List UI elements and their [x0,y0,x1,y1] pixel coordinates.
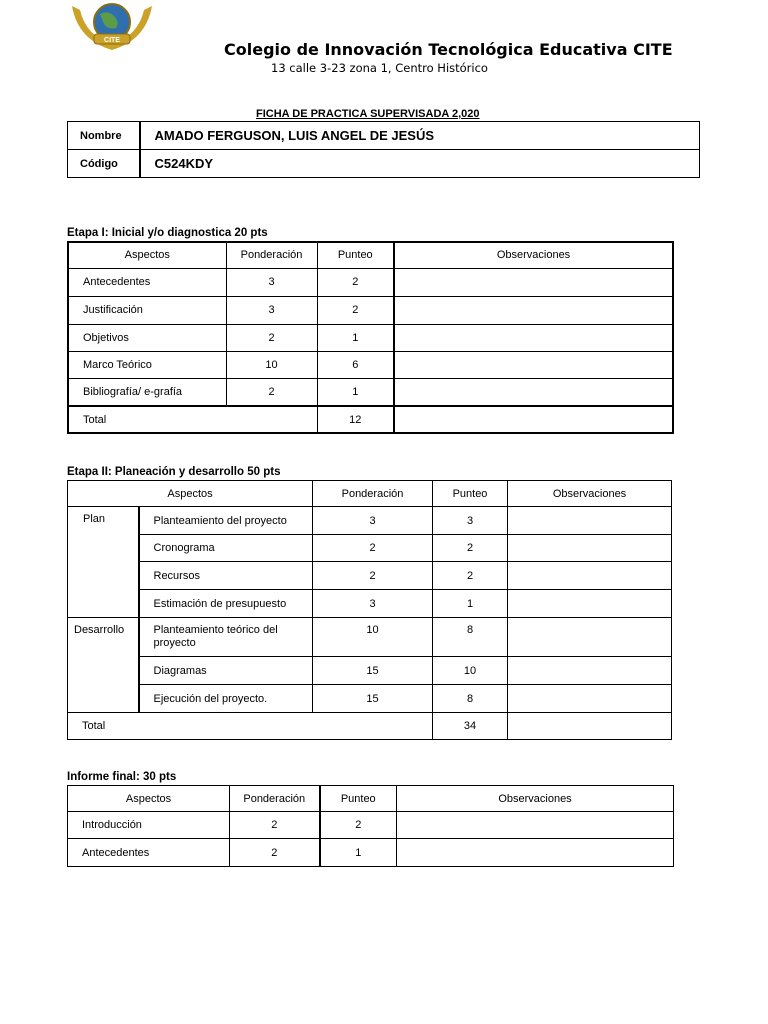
observations-cell [508,685,672,713]
table-row [68,812,674,839]
weight-cell: 3 [313,590,433,618]
table-row [68,685,672,713]
weight-cell: 10 [313,618,433,657]
aspect-cell: Objetivos [68,324,226,351]
weight-cell: 2 [230,839,320,867]
aspect-cell: Antecedentes [68,839,230,867]
total-score: 34 [433,713,508,740]
aspect-cell: Introducción [68,812,230,839]
final-report-table [67,785,674,867]
stage1-table [67,241,674,434]
score-cell: 6 [317,351,394,378]
score-cell: 1 [433,590,508,618]
observations-cell [508,657,672,685]
weight-cell: 2 [226,378,317,406]
score-cell: 10 [433,657,508,685]
table-row [68,351,673,378]
observations-cell [508,618,672,657]
header-observations: Observaciones [508,481,672,507]
total-row [68,406,673,433]
table-header-row [68,481,672,507]
table-row [68,590,672,618]
score-cell: 1 [320,839,397,867]
table-row [68,296,673,324]
code-value: C524KDY [140,150,700,178]
observations-cell [394,406,673,433]
table-row [68,324,673,351]
table-row [68,268,673,296]
score-cell: 2 [317,268,394,296]
header-weight: Ponderación [226,242,317,268]
table-row [68,535,672,562]
observations-cell [397,812,674,839]
aspect-cell: Diagramas [139,657,313,685]
final-report-title: Informe final: 30 pts [67,771,177,783]
table-row [68,839,674,867]
weight-cell: 10 [226,351,317,378]
table-row [68,507,672,535]
score-cell: 2 [317,296,394,324]
table-header-row [68,786,674,812]
header-observations: Observaciones [397,786,674,812]
score-cell: 2 [320,812,397,839]
total-row [68,713,672,740]
header-score: Punteo [317,242,394,268]
header-weight: Ponderación [230,786,320,812]
weight-cell: 15 [313,657,433,685]
observations-cell [397,839,674,867]
observations-cell [394,268,673,296]
aspect-cell: Justificación [68,296,226,324]
weight-cell: 2 [313,562,433,590]
school-logo [68,0,156,52]
observations-cell [508,590,672,618]
weight-cell: 2 [313,535,433,562]
observations-cell [508,713,672,740]
score-cell: 1 [317,378,394,406]
aspect-cell: Ejecución del proyecto. [139,685,313,713]
school-name: Colegio de Innovación Tecnológica Educativa CITE [224,40,673,59]
total-label: Total [68,713,433,740]
header-score: Punteo [320,786,397,812]
header-aspects: Aspectos [68,242,226,268]
observations-cell [394,296,673,324]
weight-cell: 3 [313,507,433,535]
score-cell: 1 [317,324,394,351]
score-cell: 2 [433,562,508,590]
aspect-cell: Planteamiento del proyecto [139,507,313,535]
stage2-title: Etapa II: Planeación y desarrollo 50 pts [67,466,281,478]
name-label: Nombre [68,122,140,150]
table-row [68,618,672,657]
weight-cell: 2 [230,812,320,839]
header-weight: Ponderación [313,481,433,507]
weight-cell: 15 [313,685,433,713]
observations-cell [394,324,673,351]
score-cell: 8 [433,618,508,657]
weight-cell: 2 [226,324,317,351]
header-aspects: Aspectos [68,786,230,812]
header-aspects: Aspectos [68,481,313,507]
group-plan-label: Plan [68,507,139,618]
group-development-label: Desarrollo [68,618,139,713]
name-value: AMADO FERGUSON, LUIS ANGEL DE JESÚS [140,122,700,150]
stage2-table [67,480,672,740]
header-observations: Observaciones [394,242,673,268]
stage1-title: Etapa I: Inicial y/o diagnostica 20 pts [67,227,268,239]
total-label: Total [68,406,317,433]
header-score: Punteo [433,481,508,507]
observations-cell [508,562,672,590]
table-row [68,378,673,406]
aspect-cell: Recursos [139,562,313,590]
table-row [68,657,672,685]
aspect-cell: Marco Teórico [68,351,226,378]
score-cell: 8 [433,685,508,713]
student-info-table [67,121,700,178]
observations-cell [508,507,672,535]
observations-cell [394,351,673,378]
aspect-cell: Antecedentes [68,268,226,296]
table-header-row [68,242,673,268]
weight-cell: 3 [226,296,317,324]
score-cell: 2 [433,535,508,562]
weight-cell: 3 [226,268,317,296]
observations-cell [508,535,672,562]
aspect-cell: Cronograma [139,535,313,562]
code-label: Código [68,150,140,178]
total-score: 12 [317,406,394,433]
svg-text:CITE: CITE [104,37,120,44]
school-address: 13 calle 3-23 zona 1, Centro Histórico [271,61,488,75]
table-row [68,562,672,590]
aspect-cell: Bibliografía/ e-grafía [68,378,226,406]
observations-cell [394,378,673,406]
form-title: FICHA DE PRACTICA SUPERVISADA 2,020 [256,108,480,120]
aspect-cell: Planteamiento teórico del proyecto [139,618,313,657]
aspect-cell: Estimación de presupuesto [139,590,313,618]
score-cell: 3 [433,507,508,535]
